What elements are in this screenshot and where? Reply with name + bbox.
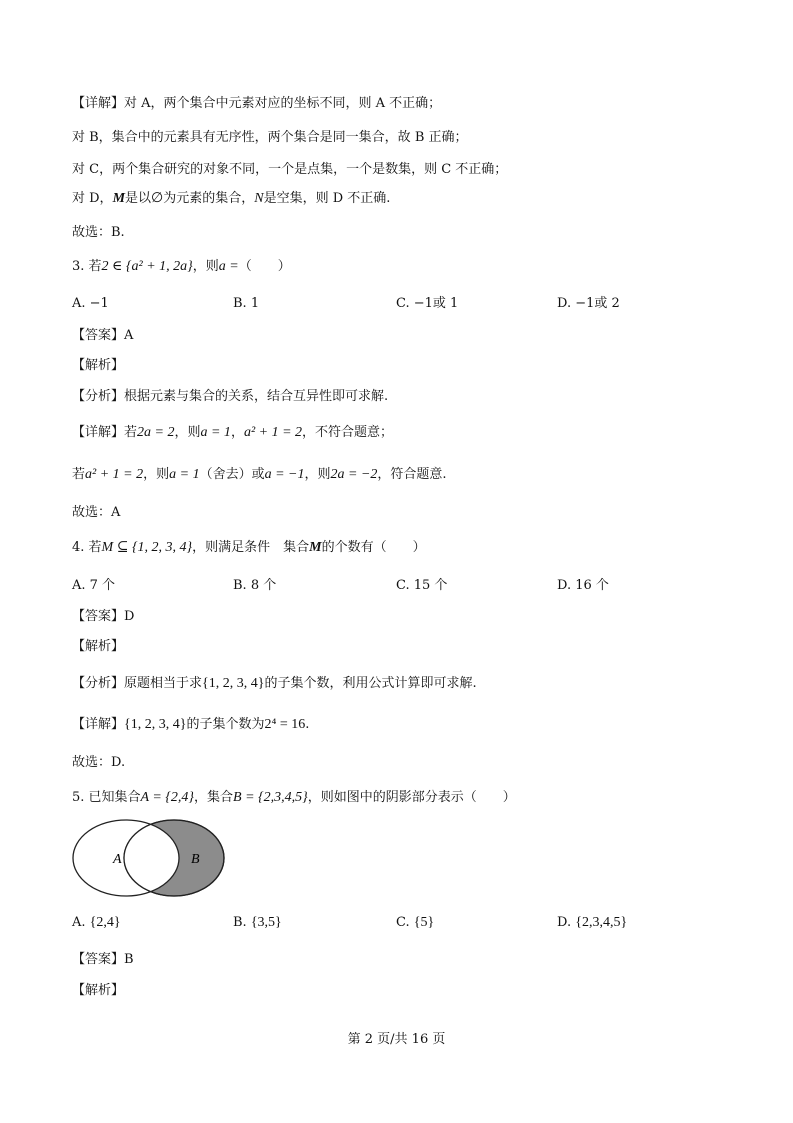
q5-answer: 【答案】B (72, 952, 134, 967)
q3-answer: 【答案】A (72, 328, 134, 343)
question-4-stem: 4. 若M ⊆ {1, 2, 3, 4}，则满足条件 集合M的个数有（ ） (72, 540, 426, 555)
q4-option-a: A. 7 个 (72, 578, 116, 593)
q4-option-d: D. 16 个 (557, 578, 609, 593)
q5-option-a: A. {2,4} (72, 915, 121, 930)
q4-option-b: B. 8 个 (233, 578, 277, 593)
solution-detail-line: 对 B，集合中的元素具有无序性，两个集合是同一集合，故 B 正确； (72, 130, 468, 145)
q4-detail: 【详解】{1, 2, 3, 4}的子集个数为2⁴ = 16. (72, 717, 310, 732)
solution-detail-line: 对 C，两个集合研究的对象不同，一个是点集，一个是数集，则 C 不正确； (72, 162, 508, 177)
q5-analysis-heading: 【解析】 (72, 983, 125, 998)
q4-option-c: C. 15 个 (396, 578, 448, 593)
q3-fenxi: 【分析】根据元素与集合的关系，结合互异性即可求解. (72, 389, 389, 404)
q3-analysis-heading: 【解析】 (72, 358, 125, 373)
q3-detail-2: 若a² + 1 = 2，则a = 1（舍去）或a = −1，则2a = −2，符合题意. (72, 467, 447, 482)
question-3-stem: 3. 若2 ∈ {a² + 1, 2a}，则a =（ ） (72, 259, 291, 274)
q5-option-b: B. {3,5} (233, 915, 282, 930)
q3-option-d: D. −1或 2 (557, 296, 620, 311)
q4-choice: 故选：D. (72, 755, 126, 770)
q4-fenxi: 【分析】原题相当于求{1, 2, 3, 4}的子集个数，利用公式计算即可求解. (72, 676, 477, 691)
solution-detail-line: 对 D，M是以∅为元素的集合，N是空集，则 D 不正确. (72, 191, 391, 206)
q5-option-c: C. {5} (396, 915, 435, 930)
solution-detail-line: 【详解】对 A，两个集合中元素对应的坐标不同，则 A 不正确； (72, 96, 442, 111)
page-footer: 第 2 页/共 16 页 (347, 1032, 446, 1047)
q3-detail-1: 【详解】若2a = 2，则a = 1，a² + 1 = 2，不符合题意； (72, 425, 394, 440)
venn-label-b: B (191, 852, 200, 867)
q3-option-c: C. −1或 1 (396, 296, 459, 311)
venn-diagram (70, 815, 230, 901)
q5-option-d: D. {2,3,4,5} (557, 915, 628, 930)
q4-analysis-heading: 【解析】 (72, 639, 125, 654)
q4-answer: 【答案】D (72, 609, 135, 624)
venn-label-a: A (113, 852, 122, 867)
q3-choice: 故选：A (72, 505, 121, 520)
q3-option-a: A. −1 (72, 296, 109, 311)
question-5-stem: 5. 已知集合A = {2,4}，集合B = {2,3,4,5}，则如图中的阴影部分表示（ ） (72, 790, 516, 805)
q3-option-b: B. 1 (233, 296, 260, 311)
choice-line: 故选：B. (72, 225, 125, 240)
